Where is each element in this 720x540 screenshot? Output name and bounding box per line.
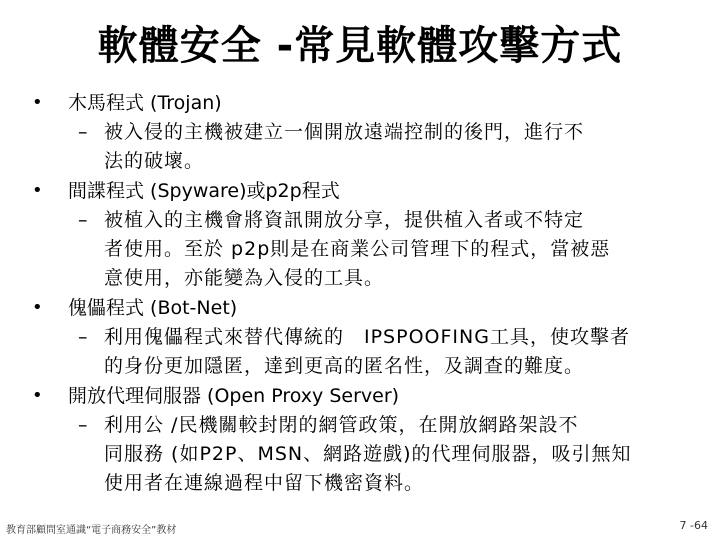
sub-line: 法的破壞。 bbox=[104, 150, 205, 172]
page-number: 7 -64 bbox=[679, 519, 708, 532]
sub-line: 同服務 (如P2P、MSN、網路遊戲)的代理伺服器，吸引無知 bbox=[104, 443, 632, 465]
sub-line: 利用公 /民機關較封閉的網管政策，在開放網路架設不 bbox=[104, 414, 579, 436]
dash-icon: – bbox=[78, 209, 89, 231]
sub-line: 者使用。至於 p2p則是在商業公司管理下的程式，當被惡 bbox=[104, 238, 611, 260]
bullet-item-trojan bbox=[28, 88, 698, 118]
sub-line: 被植入的主機會將資訊開放分享，提供植入者或不特定 bbox=[104, 209, 585, 231]
dash-icon: – bbox=[78, 414, 89, 436]
dash-icon: – bbox=[78, 121, 89, 143]
bullet-item-botnet bbox=[28, 293, 698, 323]
sub-item-spyware bbox=[78, 206, 698, 293]
sub-item-botnet bbox=[78, 323, 698, 381]
sub-line: 利用傀儡程式來替代傳統的 IPSPOOFING工具，使攻擊者 bbox=[104, 326, 630, 348]
bullet-item-open-proxy bbox=[28, 381, 698, 411]
bullet-label: 間諜程式 (Spyware)或p2p程式 bbox=[68, 180, 340, 202]
slide-content bbox=[28, 88, 698, 498]
bullet-icon: • bbox=[32, 92, 43, 113]
sub-item-open-proxy bbox=[78, 411, 698, 498]
bullet-label: 木馬程式 (Trojan) bbox=[68, 92, 222, 114]
bullet-label: 開放代理伺服器 (Open Proxy Server) bbox=[68, 385, 400, 407]
sub-line: 被入侵的主機被建立一個開放遠端控制的後門，進行不 bbox=[104, 121, 585, 143]
sub-line: 的身份更加隱匿，達到更高的匿名性，及調查的難度。 bbox=[104, 355, 585, 377]
dash-icon: – bbox=[78, 326, 89, 348]
bullet-icon: • bbox=[32, 180, 43, 201]
footer-source: 教育部顧問室通識“電子商務安全”教材 bbox=[6, 525, 177, 536]
bullet-icon: • bbox=[32, 385, 43, 406]
sub-line: 意使用，亦能變為入侵的工具。 bbox=[104, 267, 385, 289]
bullet-icon: • bbox=[32, 297, 43, 318]
bullet-item-spyware bbox=[28, 176, 698, 206]
bullet-label: 傀儡程式 (Bot-Net) bbox=[68, 297, 238, 319]
slide-title: 軟體安全 -常見軟體攻擊方式 bbox=[97, 23, 623, 69]
sub-line: 使用者在連線過程中留下機密資料。 bbox=[104, 472, 425, 494]
sub-item-trojan bbox=[78, 118, 698, 176]
